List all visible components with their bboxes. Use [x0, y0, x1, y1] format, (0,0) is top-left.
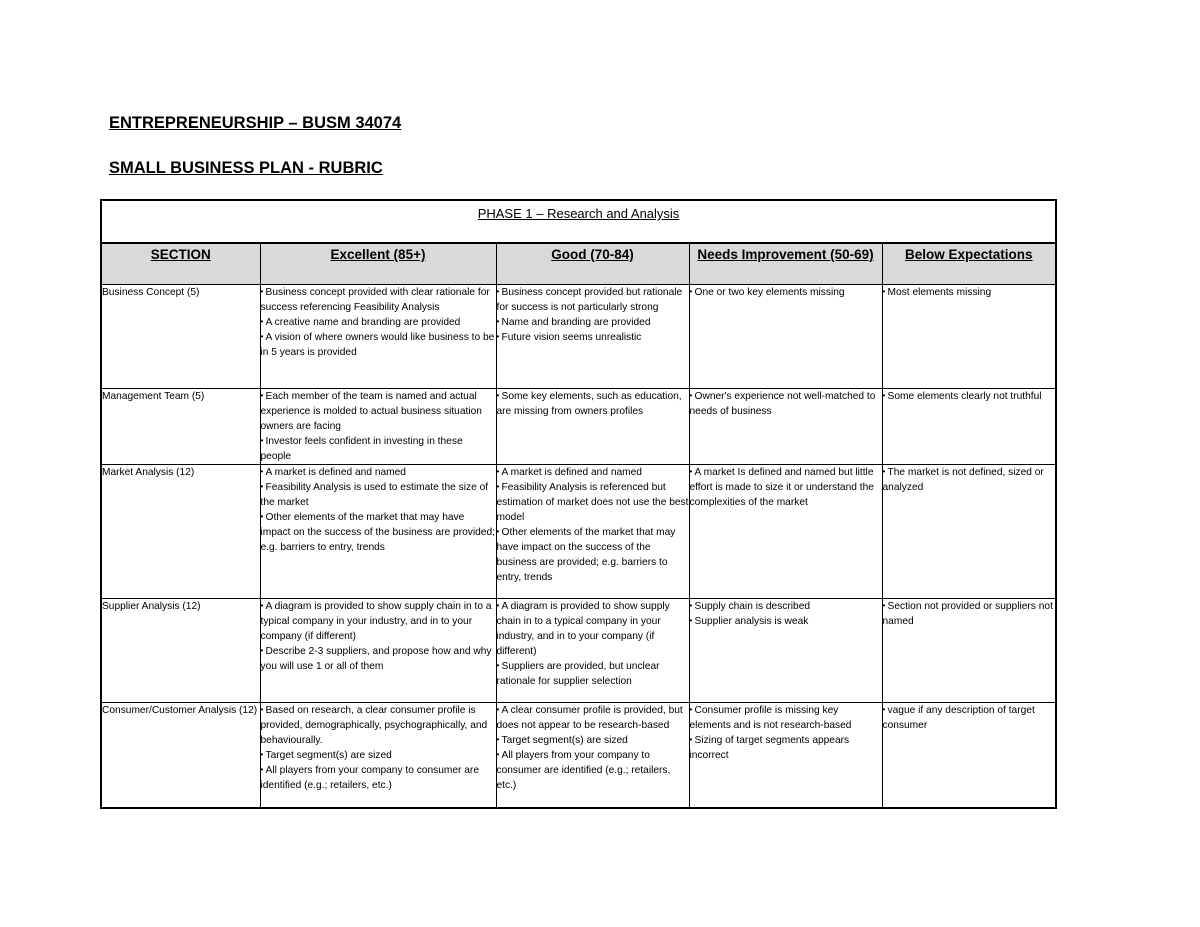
- criteria-cell-excellent: [260, 285, 496, 389]
- section-name: Supplier Analysis (12): [101, 599, 260, 703]
- header-good: Good (70-84): [496, 243, 689, 285]
- criteria-item: • Feasibility Analysis is used to estimate the size of the market: [261, 480, 496, 510]
- criteria-cell-needs: [689, 465, 882, 599]
- criteria-cell-good: [496, 389, 689, 465]
- criteria-item: • A diagram is provided to show supply chain in to a typical company in your industry, and in to your company (if different): [261, 599, 496, 644]
- criteria-item: • Name and branding are provided: [497, 315, 689, 330]
- criteria-cell-good: [496, 703, 689, 808]
- criteria-item: • Investor feels confident in investing in these people: [261, 434, 496, 464]
- criteria-item: • All players from your company to consumer are identified (e.g.; retailers, etc.): [261, 763, 496, 793]
- criteria-item: • Consumer profile is missing key elements and is not research-based: [690, 703, 882, 733]
- criteria-cell-below: [882, 389, 1056, 465]
- criteria-cell-below: [882, 465, 1056, 599]
- criteria-item: • Supplier analysis is weak: [690, 614, 882, 629]
- criteria-item: • Supply chain is described: [690, 599, 882, 614]
- section-name: Consumer/Customer Analysis (12): [101, 703, 260, 808]
- criteria-item: • A vision of where owners would like business to be in 5 years is provided: [261, 330, 496, 360]
- criteria-item: • Some elements clearly not truthful: [883, 389, 1056, 404]
- criteria-item: • Suppliers are provided, but unclear rationale for supplier selection: [497, 659, 689, 689]
- criteria-cell-below: [882, 285, 1056, 389]
- criteria-item: • A diagram is provided to show supply chain in to a typical company in your industry, and in to your company (if different): [497, 599, 689, 659]
- criteria-cell-below: [882, 703, 1056, 808]
- criteria-item: • Owner's experience not well-matched to needs of business: [690, 389, 882, 419]
- criteria-item: • Other elements of the market that may have impact on the success of the business are provided; e.g. barriers to entry, trends: [261, 510, 496, 555]
- criteria-item: • Based on research, a clear consumer profile is provided, demographically, psychographically, and behaviourally.: [261, 703, 496, 748]
- criteria-item: • Business concept provided but rationale for success is not particularly strong: [497, 285, 689, 315]
- table-row: [101, 465, 1056, 599]
- criteria-item: • Target segment(s) are sized: [261, 748, 496, 763]
- header-below-expectations: Below Expectations: [882, 243, 1056, 285]
- criteria-item: • Describe 2-3 suppliers, and propose how and why you will use 1 or all of them: [261, 644, 496, 674]
- phase-heading-cell: [101, 200, 1056, 243]
- criteria-item: • A market Is defined and named but little effort is made to size it or understand the complexities of the market: [690, 465, 882, 510]
- criteria-cell-needs: [689, 389, 882, 465]
- rubric-header-row: [101, 243, 1056, 285]
- rubric-table: [100, 199, 1057, 809]
- rubric-body: [101, 285, 1056, 808]
- header-needs-improvement: Needs Improvement (50-69): [689, 243, 882, 285]
- criteria-item: • Section not provided or suppliers not named: [883, 599, 1056, 629]
- criteria-item: • A clear consumer profile is provided, but does not appear to be research-based: [497, 703, 689, 733]
- header-section: SECTION: [101, 243, 260, 285]
- criteria-item: • Other elements of the market that may have impact on the success of the business are provided; e.g. barriers to entry, trends: [497, 525, 689, 585]
- document-title: ENTREPRENEURSHIP – BUSM 34074: [109, 114, 402, 132]
- criteria-cell-excellent: [260, 465, 496, 599]
- table-row: [101, 703, 1056, 808]
- criteria-cell-excellent: [260, 599, 496, 703]
- criteria-item: • The market is not defined, sized or analyzed: [883, 465, 1056, 495]
- table-row: [101, 599, 1056, 703]
- header-excellent: Excellent (85+): [260, 243, 496, 285]
- phase-heading: PHASE 1 – Research and Analysis: [477, 206, 680, 221]
- criteria-cell-good: [496, 285, 689, 389]
- criteria-cell-excellent: [260, 703, 496, 808]
- criteria-item: • Some key elements, such as education, are missing from owners profiles: [497, 389, 689, 419]
- document-subtitle: SMALL BUSINESS PLAN - RUBRIC: [109, 159, 383, 177]
- criteria-item: • A market is defined and named: [261, 465, 496, 480]
- criteria-item: • Feasibility Analysis is referenced but estimation of market does not use the best model: [497, 480, 689, 525]
- table-row: [101, 285, 1056, 389]
- criteria-item: • All players from your company to consumer are identified (e.g.; retailers, etc.): [497, 748, 689, 793]
- criteria-item: • One or two key elements missing: [690, 285, 882, 300]
- criteria-cell-below: [882, 599, 1056, 703]
- criteria-item: • vague if any description of target consumer: [883, 703, 1056, 733]
- table-row: [101, 389, 1056, 465]
- criteria-cell-good: [496, 599, 689, 703]
- section-name: Management Team (5): [101, 389, 260, 465]
- criteria-item: • A market is defined and named: [497, 465, 689, 480]
- criteria-cell-good: [496, 465, 689, 599]
- criteria-cell-needs: [689, 703, 882, 808]
- criteria-item: • A creative name and branding are provided: [261, 315, 496, 330]
- section-name: Business Concept (5): [101, 285, 260, 389]
- criteria-cell-excellent: [260, 389, 496, 465]
- criteria-cell-needs: [689, 285, 882, 389]
- criteria-item: • Target segment(s) are sized: [497, 733, 689, 748]
- criteria-item: • Most elements missing: [883, 285, 1056, 300]
- criteria-item: • Sizing of target segments appears incorrect: [690, 733, 882, 763]
- criteria-item: • Future vision seems unrealistic: [497, 330, 689, 345]
- criteria-item: • Each member of the team is named and actual experience is molded to actual business situation owners are facing: [261, 389, 496, 434]
- criteria-cell-needs: [689, 599, 882, 703]
- criteria-item: • Business concept provided with clear rationale for success referencing Feasibility Analysis: [261, 285, 496, 315]
- section-name: Market Analysis (12): [101, 465, 260, 599]
